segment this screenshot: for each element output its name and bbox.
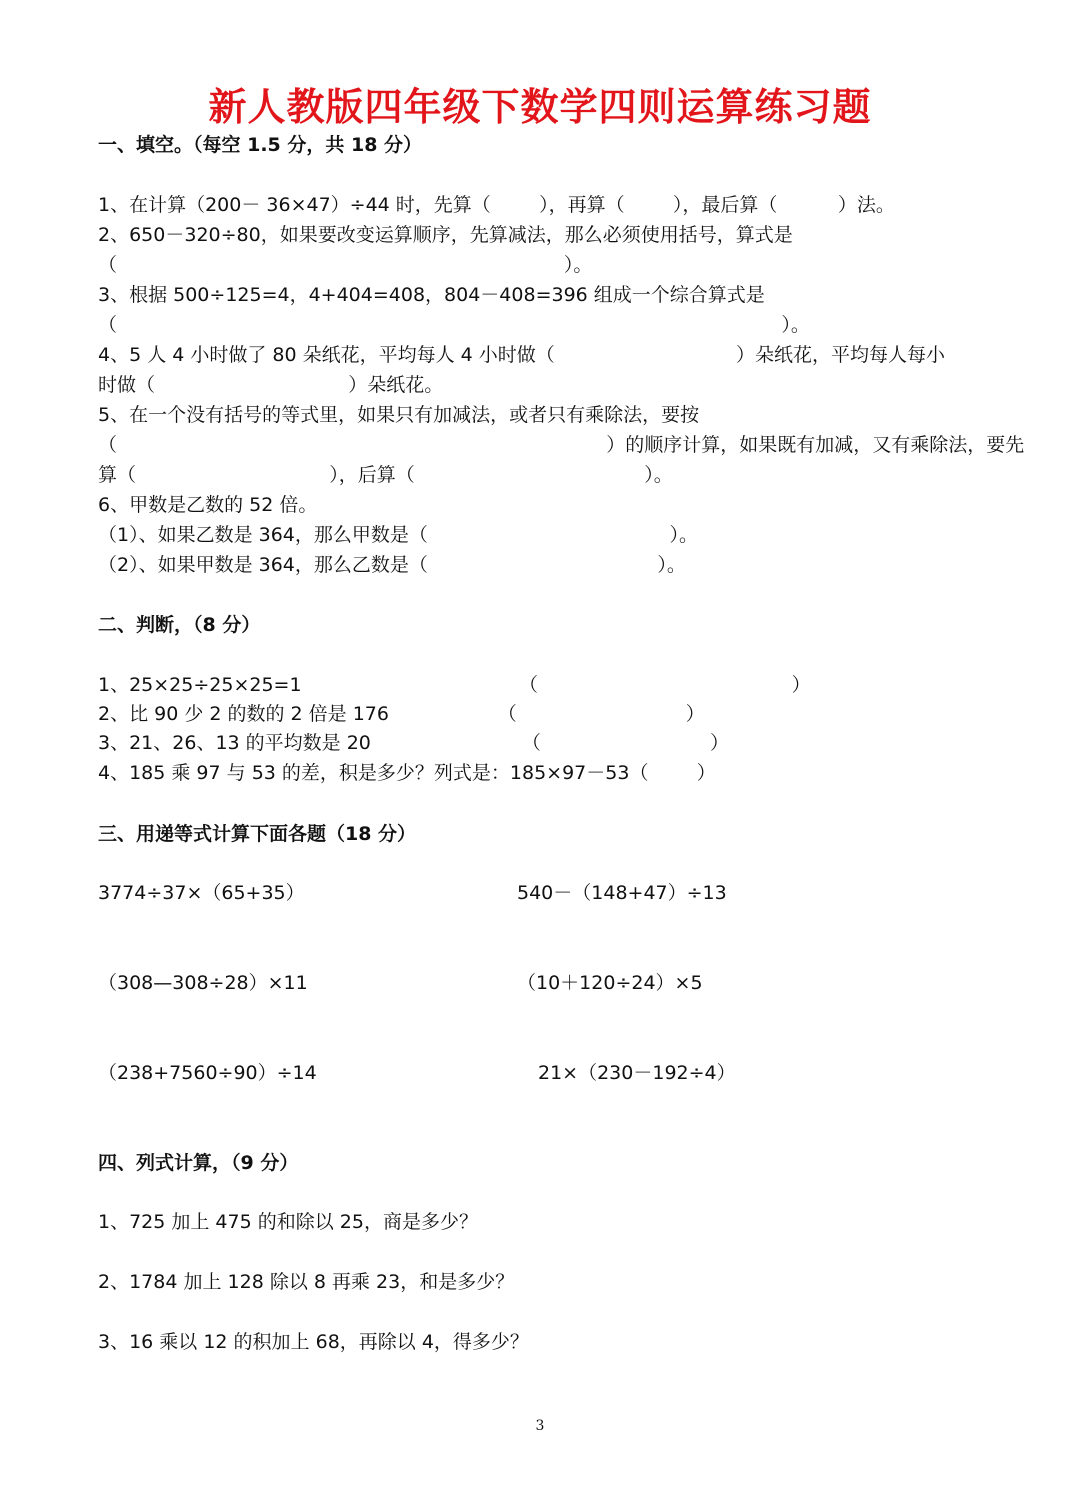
section-3-heading: 三、用递等式计算下面各题（18 分） [98,823,417,845]
calc-right-1: 540－（148+47）÷13 [517,882,727,904]
question-1-1: 1、在计算（200－ 36×47）÷44 时，先算（ ），再算（ ），最后算（ ）法。 [98,194,895,216]
section-2-heading: 二、判断，（8 分） [98,614,261,636]
calc-left-2: （308—308÷28）×11 [98,972,308,994]
question-1-4-cont: 时做（ ）朵纸花。 [98,374,444,396]
question-1-2-blank: （ ）。 [98,254,593,276]
word-problem-1: 1、725 加上 475 的和除以 25，商是多少？ [98,1211,478,1233]
question-1-3-blank: （ ）。 [98,314,810,336]
section-4-heading: 四、列式计算，（9 分） [98,1152,299,1174]
word-problem-2: 2、1784 加上 128 除以 8 再乘 23，和是多少？ [98,1271,515,1293]
question-1-6-2: （2）、如果甲数是 364，那么乙数是（ ）。 [98,554,686,576]
word-problem-3: 3、16 乘以 12 的积加上 68，再除以 4，得多少？ [98,1331,529,1353]
question-1-5: 5、在一个没有括号的等式里，如果只有加减法，或者只有乘除法，要按 [98,404,700,426]
calc-left-1: 3774÷37×（65+35） [98,882,305,904]
question-1-6: 6、甲数是乙数的 52 倍。 [98,494,318,516]
judge-item-2: 2、比 90 少 2 的数的 2 倍是 176 （ ） [98,703,705,725]
page-title: 新人教版四年级下数学四则运算练习题 [208,85,872,129]
question-1-6-1: （1）、如果乙数是 364，那么甲数是（ ）。 [98,524,698,546]
calc-right-3: 21×（230－192÷4） [538,1062,736,1084]
question-1-5-cont: （ ）的顺序计算，如果既有加减，又有乘除法，要先 [98,434,1025,456]
question-1-3: 3、根据 500÷125=4，4+404=408，804－408=396 组成一个综合算式是 [98,284,765,306]
calc-left-3: （238+7560÷90）÷14 [98,1062,317,1084]
calc-right-2: （10＋120÷24）×5 [517,972,703,994]
question-1-5-cont2: 算（ ），后算（ ）。 [98,464,673,486]
judge-item-3: 3、21、26、13 的平均数是 20 （ ） [98,732,729,754]
judge-item-1: 1、25×25÷25×25=1 （ ） [98,674,811,696]
question-1-2: 2、650－320÷80，如果要改变运算顺序，先算减法，那么必须使用括号，算式是 [98,224,793,246]
judge-item-4: 4、185 乘 97 与 53 的差，积是多少？列式是：185×97－53（ ） [98,762,716,784]
question-1-4: 4、5 人 4 小时做了 80 朵纸花，平均每人 4 小时做（ ）朵纸花，平均每人每小 [98,344,945,366]
section-1-heading: 一、填空。（每空 1.5 分，共 18 分） [98,134,423,156]
page-number: 3 [535,1418,545,1434]
